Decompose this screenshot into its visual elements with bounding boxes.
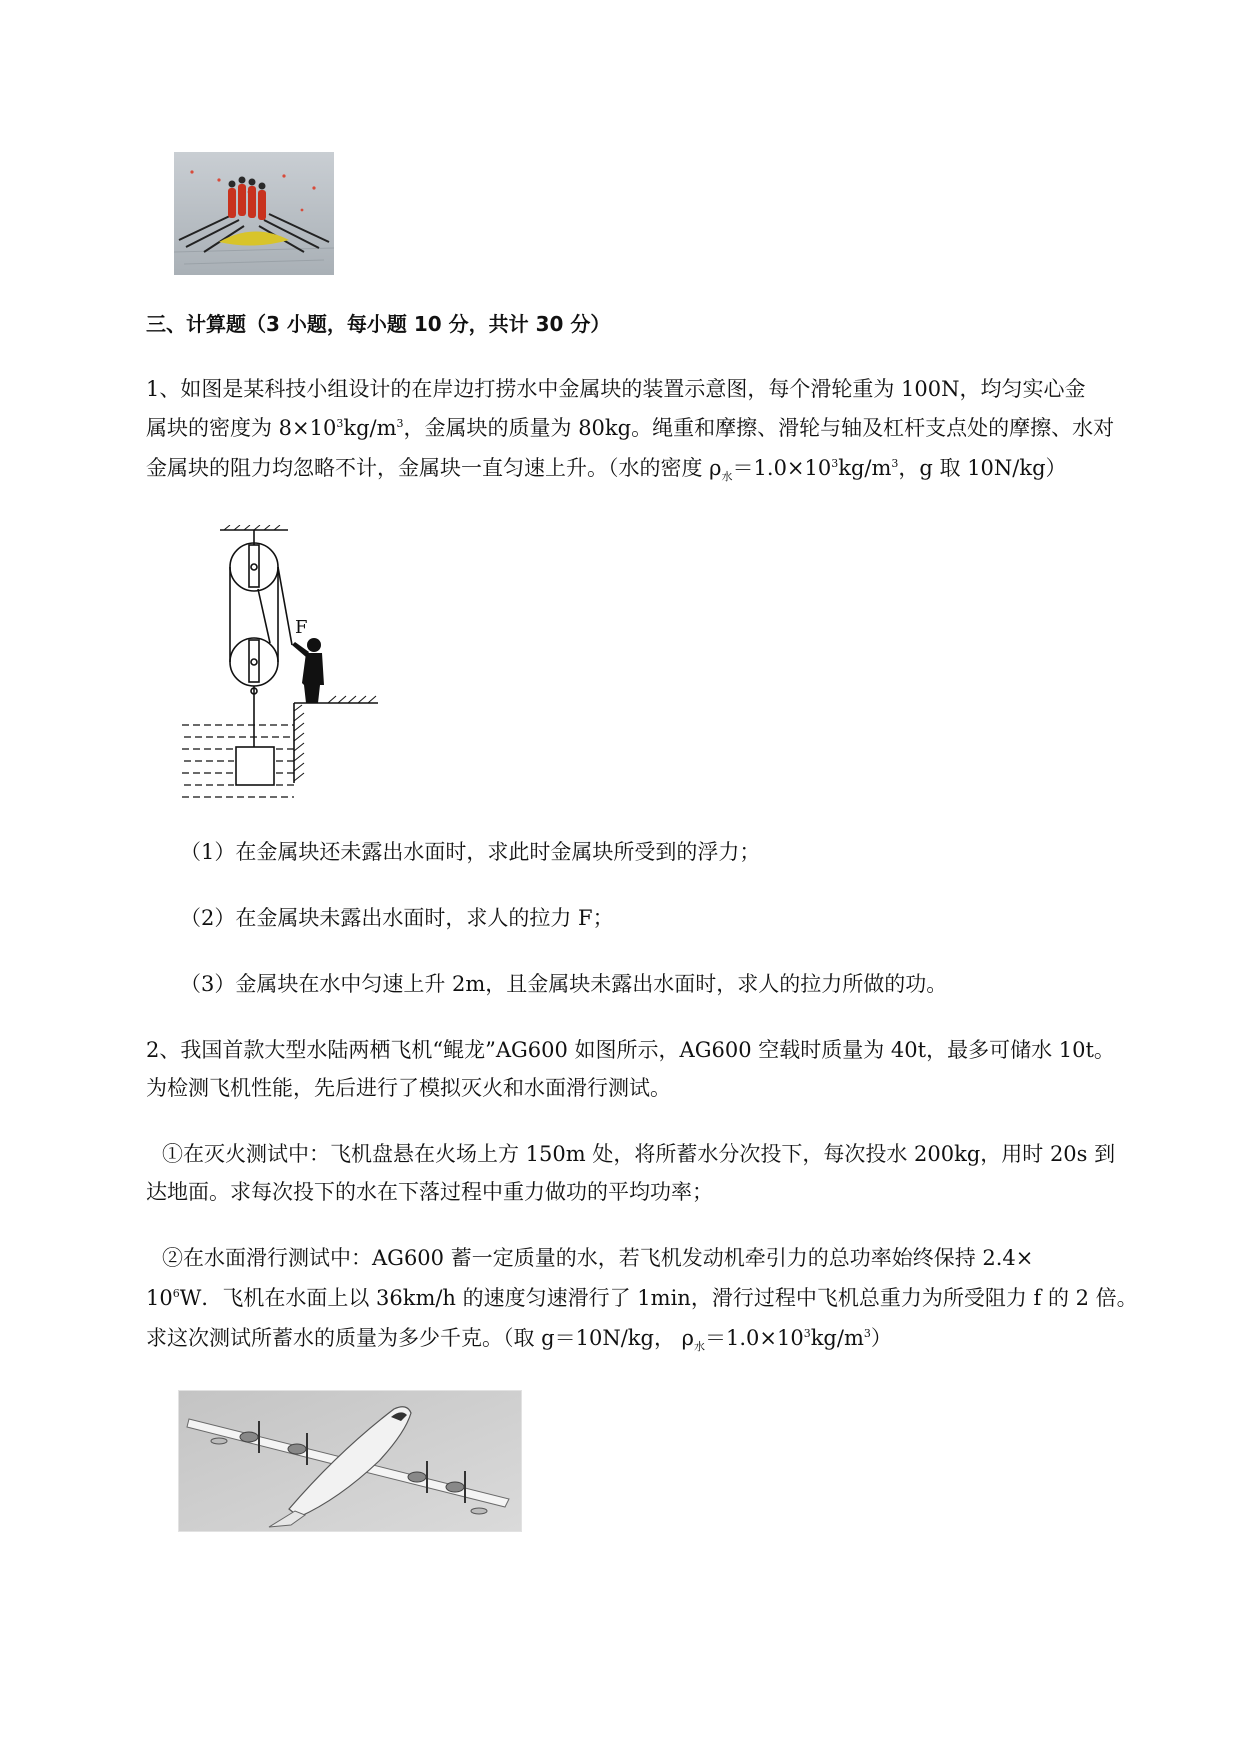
seaplane-photo <box>178 1390 522 1532</box>
q1-line-1: 1、如图是某科技小组设计的在岸边打捞水中金属块的装置示意图，每个滑轮重为 100N，均匀实心金 <box>146 377 1086 401</box>
rowing-photo <box>174 152 334 275</box>
q1-sub-question-3: （3）金属块在水中匀速上升 2m，且金属块未露出水面时，求人的拉力所做的功。 <box>180 972 948 996</box>
q1-line-2: 属块的密度为 $8\times 10^3kg/m^3$，金属块的质量为 80kg。绳重和摩擦、滑轮与轴及杠杆支点处的摩擦、水对 <box>146 416 1115 440</box>
q2-line-5: ②在水面滑行测试中：AG600 蓄一定质量的水，若飞机发动机牵引力的总功率始终保持 2.4× <box>162 1246 1034 1270</box>
q1-sub-question-2: （2）在金属块未露出水面时，求人的拉力 F； <box>180 906 614 930</box>
q1-line-3: 金属块的阻力均忽略不计，金属块一直匀速上升。（水的密度 $\rho_水=1.0\times 10^3kg/m^3$，g 取 10N/kg） <box>146 456 1067 484</box>
q2-line-4: 达地面。求每次投下的水在下落过程中重力做功的平均功率； <box>146 1180 713 1204</box>
q2-line-1: 2、我国首款大型水陆两栖飞机“鲲龙”AG600 如图所示，AG600 空载时质量为 40t，最多可储水 10t。 <box>146 1038 1115 1062</box>
q2-line-6: $10^6W$．飞机在水面上以 36km/h 的速度匀速滑行了 1min，滑行过程中飞机总重力为所受阻力 f 的 2 倍。 <box>146 1286 1138 1310</box>
section-heading: 三、计算题（3 小题，每小题 10 分，共计 30 分） <box>146 312 611 336</box>
pulley-diagram <box>178 525 408 800</box>
q2-line-3: ①在灭火测试中：飞机盘悬在火场上方 150m 处，将所蓄水分次投下，每次投水 200kg，用时 20s 到 <box>162 1142 1116 1166</box>
force-label-f: F <box>295 617 308 638</box>
q1-sub-question-1: （1）在金属块还未露出水面时，求此时金属块所受到的浮力； <box>180 840 761 864</box>
q2-line-7: 求这次测试所蓄水的质量为多少千克。（取 g＝10N/kg， $\rho_水=1.0\times 10^3kg/m^3$） <box>146 1326 892 1354</box>
q2-line-2: 为检测飞机性能，先后进行了模拟灭火和水面滑行测试。 <box>146 1076 671 1100</box>
